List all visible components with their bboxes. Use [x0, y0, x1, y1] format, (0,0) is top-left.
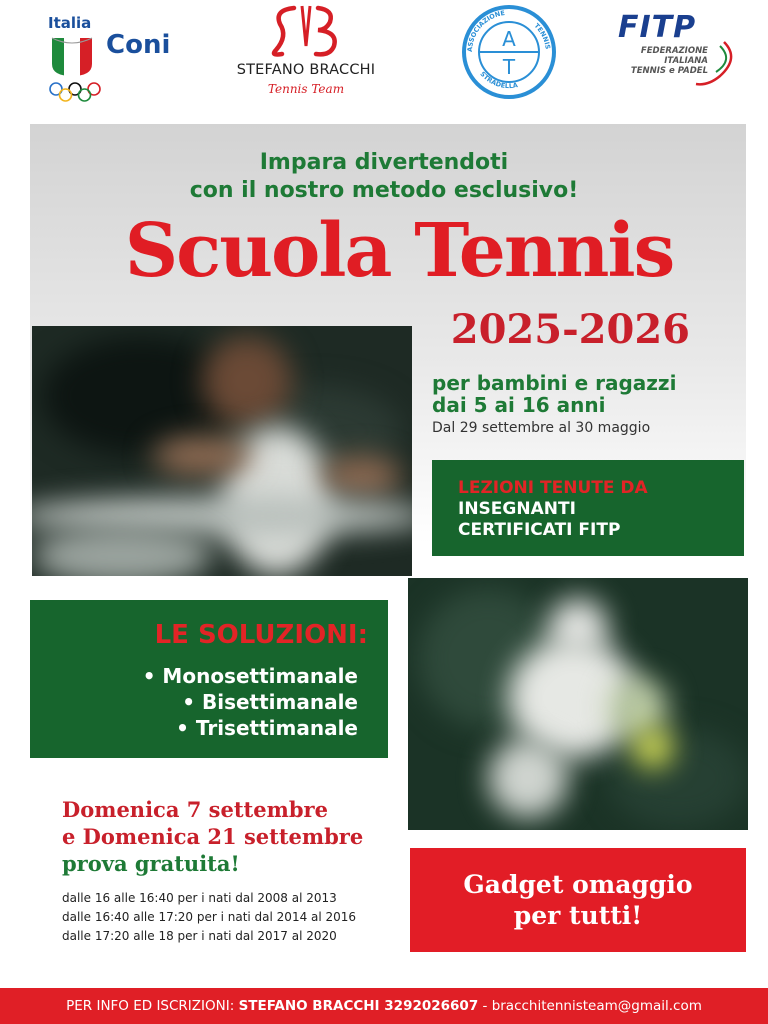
solutions-heading: LE SOLUZIONI:	[154, 620, 368, 650]
instructors-box	[432, 460, 744, 556]
tagline-line-2: con il nostro metodo esclusivo!	[189, 178, 579, 203]
season-year: 2025-2026	[450, 306, 690, 353]
audience-line-1: per bambini e ragazzi	[432, 371, 677, 395]
at-ring-bottom: STRADELLA	[478, 69, 519, 91]
fitp-swoosh-icon	[690, 38, 738, 88]
solution-item: • Monosettimanale	[142, 664, 358, 688]
fitp-line-3: TENNIS e PADEL	[630, 66, 708, 76]
solution-item: • Bisettimanale	[182, 690, 358, 714]
team-name: STEFANO BRACCHI	[236, 62, 376, 78]
page-title: Scuola Tennis	[124, 208, 674, 294]
sb-monogram-icon	[264, 2, 348, 60]
trial-date-1: Domenica 7 settembre	[62, 797, 328, 822]
solutions-box	[30, 600, 388, 758]
instructors-line-1: INSEGNANTI	[458, 499, 576, 519]
footer-prefix: PER INFO ED ISCRIZIONI:	[66, 998, 239, 1014]
fitp-line-1: FEDERAZIONE	[640, 46, 708, 56]
olympic-rings-icon	[48, 82, 102, 102]
season-period: Dal 29 settembre al 30 maggio	[432, 420, 651, 436]
at-ring-right: TENNIS	[532, 21, 552, 50]
tennis-player-photo-2	[408, 578, 748, 830]
coni-italia-text: Italia	[48, 14, 92, 32]
trial-schedule-row: dalle 17:20 alle 18 per i nati dal 2017 al 2020	[62, 929, 337, 943]
associazione-tennis-stradella-logo	[458, 4, 560, 100]
fitp-line-2: ITALIANA	[664, 56, 708, 66]
coni-flag-icon	[48, 34, 96, 78]
gadget-line-2: per tutti!	[513, 901, 643, 930]
logo-strip	[0, 0, 768, 118]
coni-name-text: Coni	[106, 30, 171, 60]
trial-schedule-row: dalle 16 alle 16:40 per i nati dal 2008 al 2013	[62, 891, 337, 905]
at-letter-a: A	[502, 27, 516, 51]
stefano-bracchi-logo	[220, 2, 392, 108]
solution-item: • Trisettimanale	[176, 716, 358, 740]
fitp-abbr: FITP	[618, 10, 697, 45]
footer-separator: -	[478, 998, 492, 1014]
audience-line-2: dai 5 ai 16 anni	[432, 393, 606, 417]
team-subtitle: Tennis Team	[267, 82, 345, 96]
trial-label: prova gratuita!	[62, 851, 240, 876]
gadget-line-1: Gadget omaggio	[463, 870, 693, 899]
gadget-box	[410, 848, 746, 952]
instructors-line-2: CERTIFICATI FITP	[458, 520, 621, 540]
footer-contact: STEFANO BRACCHI 3292026607	[238, 998, 479, 1014]
instructors-heading: LEZIONI TENUTE DA	[458, 478, 648, 498]
fitp-logo	[600, 12, 740, 92]
coni-logo	[48, 14, 188, 102]
footer-contact-bar	[0, 988, 768, 1024]
at-letter-t: T	[502, 55, 516, 79]
trial-schedule-row: dalle 16:40 alle 17:20 per i nati dal 2014 al 2016	[62, 910, 357, 924]
tagline-line-1: Impara divertendoti	[259, 150, 509, 175]
footer-email[interactable]: bracchitennisteam@gmail.com	[491, 998, 702, 1014]
at-ring-top: ASSOCIAZIONE	[465, 8, 506, 53]
trial-date-2: e Domenica 21 settembre	[62, 824, 364, 849]
tennis-player-photo-1	[32, 326, 412, 576]
